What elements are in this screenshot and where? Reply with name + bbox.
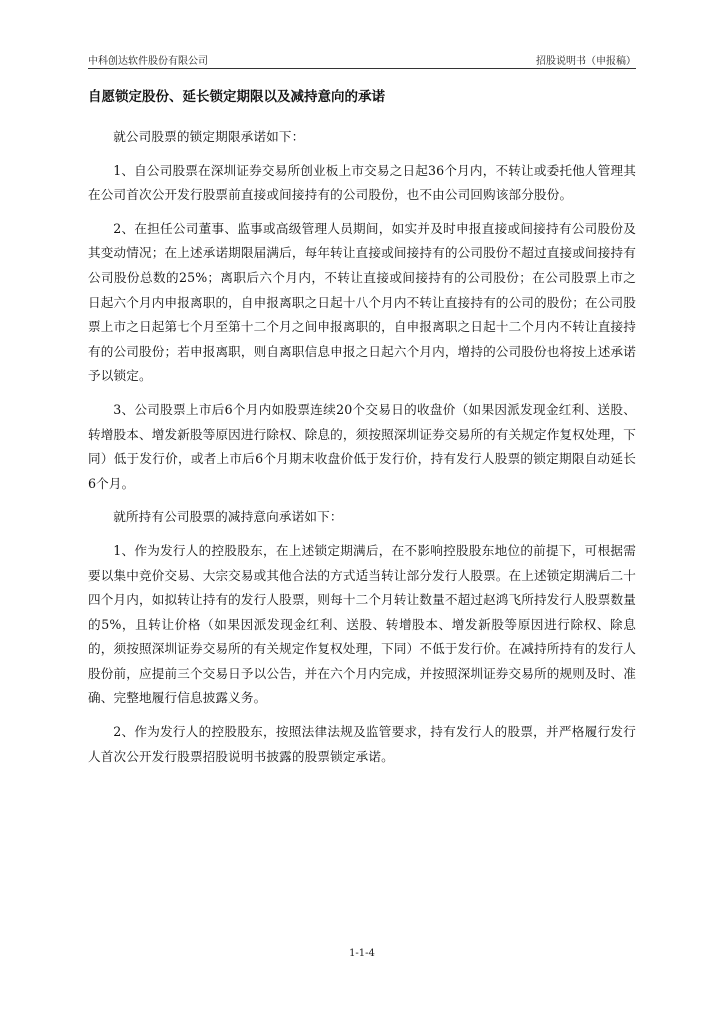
page-number: 1-1-4 [349,948,375,959]
paragraph-lockup-intro: 就公司股票的锁定期限承诺如下： [113,129,305,144]
paragraph-lockup-2: 2、在担任公司董事、监事或高级管理人员期间，如实并及时申报直接或间接持有公司股份及其变动情况；在上述承诺期限届满后，每年转让直接或间接持有的公司股份不超过直接或间接持有公司股份总数的25%；离职后六个月内，不转让直接或间接持有的公司股份；在公司股票上市之日起六个月内申报离职的，自申报离职之日起十八个月内不转让直接持有的公司的股份；在公司股票上市之日起第七个月至第十二个月之间申报离职的，自申报离职之日起十二个月内不转让直接持有的公司股份；若申报离职，则自离职信息申报之日起六个月内，增持的公司股份也将按上述承诺予以锁定。 [88,220,636,384]
paragraph-lockup-3: 3、公司股票上市后6个月内如股票连续20个交易日的收盘价（如果因派发现金红利、送股、转增股本、增发新股等原因进行除权、除息的，须按照深圳证券交易所的有关规定作复权处理，下同）低于发行价，或者上市后6个月期末收盘价低于发行价，持有发行人股票的锁定期限自动延长6个月。 [88,401,636,491]
header-divider [88,68,636,69]
page-header [88,52,636,66]
paragraph-lockup-1: 1、自公司股票在深圳证券交易所创业板上市交易之日起36个月内，不转让或委托他人管理其在公司首次公开发行股票前直接或间接持有的公司股份，也不由公司回购该部分股份。 [88,162,636,203]
header-document-type: 招股说明书（申报稿） [536,56,636,67]
document-body [88,86,636,778]
section-heading: 自愿锁定股份、延长锁定期限以及减持意向的承诺 [88,89,385,105]
paragraph-reduction-1: 1、作为发行人的控股股东，在上述锁定期满后，在不影响控股股东地位的前提下，可根据需要以集中竞价交易、大宗交易或其他合法的方式适当转让部分发行人股票。在上述锁定期满后二十四个月内，如拟转让持有的发行人股票，则每十二个月转让数量不超过赵鸿飞所持发行人股票数量的5%，且转让价格（如果因派发现金红利、送股、转增股本、增发新股等原因进行除权、除息的，须按照深圳证券交易所的有关规定作复权处理，下同）不低于发行价。在减持所持有的发行人股份前，应提前三个交易日予以公告，并在六个月内完成，并按照深圳证券交易所的规则及时、准确、完整地履行信息披露义务。 [88,542,636,706]
paragraph-reduction-2: 2、作为发行人的控股股东，按照法律法规及监管要求，持有发行人的股票，并严格履行发行人首次公开发行股票招股说明书披露的股票锁定承诺。 [88,724,636,764]
paragraph-reduction-intro: 就所持有公司股票的减持意向承诺如下： [113,509,343,525]
header-company-name: 中科创达软件股份有限公司 [88,56,208,67]
